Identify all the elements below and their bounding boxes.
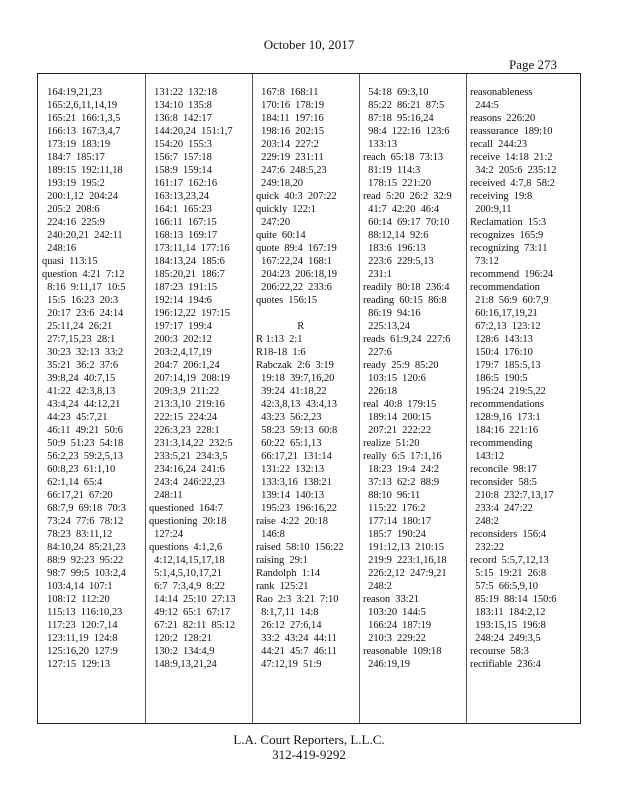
index-entry-line: 4:12,14,15,17,18: [149, 555, 225, 566]
index-entry-line: 98:7 99:5 103:2,4: [42, 568, 126, 579]
index-entry-line: questions 4:1,2,6: [149, 542, 223, 553]
index-entry-line: 43:23 56:2,23: [256, 412, 322, 423]
index-entry-line: 127:15 129:13: [42, 659, 111, 670]
index-entry-line: 47:12,19 51:9: [256, 659, 322, 670]
index-entry-line: 203:14 227:2: [256, 139, 319, 150]
index-entry-line: 54:18 69:3,10: [363, 87, 429, 98]
index-table: [37, 73, 581, 724]
reporter-company: L.A. Court Reporters, L.L.C.: [233, 732, 385, 747]
index-entry-line: 25:11,24 26:21: [42, 321, 113, 332]
index-entry-line: 39:8,24 40:7,15: [42, 373, 116, 384]
index-entry-line: reads 61:9,24 227:6: [363, 334, 451, 345]
index-entry-line: reasons 226:20: [470, 113, 536, 124]
index-entry-line: 158:9 159:14: [149, 165, 212, 176]
index-entry-line: 173:11,14 177:16: [149, 243, 230, 254]
index-entry-line: 167:22,24 168:1: [256, 256, 332, 267]
index-entry-line: 88:12,14 92:6: [363, 230, 429, 241]
index-entry-line: 200:3 202:12: [149, 334, 212, 345]
index-entry-line: question 4:21 7:12: [42, 269, 125, 280]
index-entry-line: 14:14 25:10 27:13: [149, 594, 236, 605]
index-entry-line: 247:20: [256, 217, 291, 228]
index-entry-line: 20:17 23:6 24:14: [42, 308, 124, 319]
index-entry-line: 44:21 45:7 46:11: [256, 646, 337, 657]
index-entry-line: 248:24 249:3,5: [470, 633, 541, 644]
index-entry-line: 85:22 86:21 87:5: [363, 100, 445, 111]
index-entry-line: readily 80:18 236:4: [363, 282, 450, 293]
index-entry-line: reasonableness: [470, 87, 533, 98]
index-entry-line: 164:19,21,23: [42, 87, 102, 98]
index-entry-line: receiving 19:8: [470, 191, 533, 202]
index-entry-line: 210:8 232:7,13,17: [470, 490, 554, 501]
reporter-phone: 312-419-9292: [272, 747, 346, 762]
index-entry-line: realize 51:20: [363, 438, 420, 449]
index-entry-line: 73:24 77:6 78:12: [42, 516, 124, 527]
index-entry-line: reading 60:15 86:8: [363, 295, 447, 306]
index-entry-line: read 5:20 26:2 32:9: [363, 191, 452, 202]
index-entry-line: recommendation: [470, 282, 540, 293]
index-entry-line: 210:3 229:22: [363, 633, 426, 644]
index-entry-line: 154:20 155:3: [149, 139, 212, 150]
index-entry-line: 197:17 199:4: [149, 321, 212, 332]
index-entry-line: 103:4,14 107:1: [42, 581, 113, 592]
index-entry-line: 184:13,24 185:6: [149, 256, 225, 267]
index-entry-line: 50:9 51:23 54:18: [42, 438, 124, 449]
index-entry-line: 177:14 180:17: [363, 516, 432, 527]
index-entry-line: 193:19 195:2: [42, 178, 105, 189]
index-entry-line: 198:16 202:15: [256, 126, 325, 137]
index-entry-line: raise 4:22 20:18: [256, 516, 329, 527]
index-entry-line: 187:23 191:15: [149, 282, 218, 293]
index-entry-line: 226:2,12 247:9,21: [363, 568, 447, 579]
index-entry-line: 42:3,8,13 43:4,13: [256, 399, 337, 410]
index-entry-line: quite 60:14: [256, 230, 306, 241]
index-entry-line: 68:7,9 69:18 70:3: [42, 503, 126, 514]
index-entry-line: 243:4 246:22,23: [149, 477, 225, 488]
index-entry-line: 223:6 229:5,13: [363, 256, 434, 267]
index-entry-line: quick 40:3 207:22: [256, 191, 337, 202]
index-entry-line: reason 33:21: [363, 594, 419, 605]
index-entry-line: 183:11 184:2,12: [470, 607, 546, 618]
index-entry-line: recognizing 73:11: [470, 243, 548, 254]
index-entry-line: 195:24 219:5,22: [470, 386, 546, 397]
index-entry-line: 88:10 96:11: [363, 490, 421, 501]
index-entry-line: 58:23 59:13 60:8: [256, 425, 338, 436]
index-entry-line: recommend 196:24: [470, 269, 554, 280]
index-entry-line: recall 244:23: [470, 139, 528, 150]
index-entry-line: 115:22 176:2: [363, 503, 426, 514]
index-entry-line: 205:2 208:6: [42, 204, 100, 215]
index-entry-line: recognizes 165:9: [470, 230, 544, 241]
index-entry-line: 131:22 132:18: [149, 87, 218, 98]
index-entry-line: 207:14,19 208:19: [149, 373, 231, 384]
index-entry-line: Rao 2:3 3:21 7:10: [256, 594, 339, 605]
index-entry-line: 189:15 192:11,18: [42, 165, 123, 176]
index-entry-line: raised 58:10 156:22: [256, 542, 344, 553]
index-entry-line: 195:23 196:16,22: [256, 503, 338, 514]
index-entry-line: 248:2: [363, 581, 392, 592]
index-entry-line: 130:2 134:4,9: [149, 646, 215, 657]
index-entry-line: 232:22: [470, 542, 505, 553]
column-divider: [359, 74, 360, 723]
index-entry-line: 39:24 41:18,22: [256, 386, 327, 397]
index-entry-line: 125:16,20 127:9: [42, 646, 118, 657]
transcript-date: October 10, 2017: [263, 37, 355, 52]
index-entry-line: 34:2 205:6 235:12: [470, 165, 557, 176]
index-entry-line: 136:8 142:17: [149, 113, 212, 124]
index-entry-line: 88:9 92:23 95:22: [42, 555, 124, 566]
index-entry-line: 226:18: [363, 386, 398, 397]
index-entry-line: 60:22 65:1,13: [256, 438, 322, 449]
index-entry-line: 108:12 112:20: [42, 594, 110, 605]
index-entry-line: 60:8,23 61:1,10: [42, 464, 116, 475]
index-entry-line: 227:6: [363, 347, 392, 358]
index-entry-line: recommendations: [470, 399, 544, 410]
index-entry-line: 84:10,24 85:21,23: [42, 542, 126, 553]
index-entry-line: 185:20,21 186:7: [149, 269, 225, 280]
index-entry-line: 246:19,19: [363, 659, 410, 670]
index-entry-line: 167:8 168:11: [256, 87, 319, 98]
index-entry-line: 204:23 206:18,19: [256, 269, 338, 280]
index-entry-line: 240:20,21 242:11: [42, 230, 123, 241]
index-entry-line: 225:13,24: [363, 321, 410, 332]
index-entry-line: 120:2 128:21: [149, 633, 212, 644]
index-entry-line: 165:21 166:1,3,5: [42, 113, 121, 124]
index-entry-line: 98:4 122:16 123:6: [363, 126, 450, 137]
index-entry-line: reconcile 98:17: [470, 464, 537, 475]
index-entry-line: 144:20,24 151:1,7: [149, 126, 233, 137]
index-entry-line: 37:13 62:2 88:9: [363, 477, 440, 488]
index-entry-line: 168:13 169:17: [149, 230, 218, 241]
index-entry-line: 173:19 183:19: [42, 139, 111, 150]
index-entry-line: 229:19 231:11: [256, 152, 324, 163]
index-entry-line: 200:9,11: [470, 204, 512, 215]
index-column-2: [149, 86, 235, 671]
index-entry-line: 248:16: [42, 243, 77, 254]
index-entry-line: 166:11 167:15: [149, 217, 217, 228]
index-entry-line: 86:19 94:16: [363, 308, 421, 319]
index-entry-line: really 6:5 17:1,16: [363, 451, 442, 462]
index-entry-line: 33:2 43:24 44:11: [256, 633, 337, 644]
index-entry-line: received 4:7,8 58:2: [470, 178, 555, 189]
index-entry-line: 206:22,22 233:6: [256, 282, 332, 293]
index-entry-line: recommending: [470, 438, 533, 449]
index-entry-line: 115:13 116:10,23: [42, 607, 123, 618]
index-entry-line: Randolph 1:14: [256, 568, 321, 579]
index-entry-line: 186:5 190:5: [470, 373, 528, 384]
index-entry-line: 209:3,9 211:22: [149, 386, 220, 397]
index-entry-line: 178:15 221:20: [363, 178, 432, 189]
index-entry-line: 248:2: [470, 516, 499, 527]
index-entry-line: 87:18 95:16,24: [363, 113, 434, 124]
index-entry-line: [256, 307, 344, 320]
index-entry-line: 156:7 157:18: [149, 152, 212, 163]
index-entry-line: 192:14 194:6: [149, 295, 212, 306]
index-entry-line: 226:3,23 228:1: [149, 425, 220, 436]
index-entry-line: 6:7 7:3,4,9 8:22: [149, 581, 226, 592]
index-entry-line: 30:23 32:13 33:2: [42, 347, 124, 358]
index-entry-line: 19:18 39:7,16,20: [256, 373, 335, 384]
index-entry-line: 249:18,20: [256, 178, 303, 189]
index-entry-line: 222:15 224:24: [149, 412, 218, 423]
index-entry-line: 127:24: [149, 529, 184, 540]
index-entry-line: 66:17,21 67:20: [42, 490, 113, 501]
index-entry-line: 148:9,13,21,24: [149, 659, 217, 670]
index-entry-line: 67:2,13 123:12: [470, 321, 541, 332]
index-entry-line: 185:7 190:24: [363, 529, 426, 540]
column-divider: [145, 74, 146, 723]
index-entry-line: 5:15 19:21 26:8: [470, 568, 547, 579]
index-entry-line: 161:17 162:16: [149, 178, 218, 189]
index-entry-line: quasi 113:15: [42, 256, 98, 267]
column-divider: [466, 74, 467, 723]
index-entry-line: reasonable 109:18: [363, 646, 442, 657]
index-entry-line: reconsiders 156:4: [470, 529, 547, 540]
index-entry-line: 244:5: [470, 100, 499, 111]
index-entry-line: quote 89:4 167:19: [256, 243, 337, 254]
index-entry-line: 8:1,7,11 14:8: [256, 607, 319, 618]
index-entry-line: Rabczak 2:6 3:19: [256, 360, 334, 371]
index-entry-line: 41:7 42:20 46:4: [363, 204, 440, 215]
index-entry-line: 213:3,10 219:16: [149, 399, 225, 410]
index-entry-line: 166:13 167:3,4,7: [42, 126, 121, 137]
index-entry-line: 219:9 223:1,16,18: [363, 555, 447, 566]
page-number: Page 273: [509, 57, 558, 72]
index-entry-line: 231:3,14,22 232:5: [149, 438, 233, 449]
index-entry-line: 8:16 9:11,17 10:5: [42, 282, 126, 293]
index-entry-line: 131:22 132:13: [256, 464, 325, 475]
index-entry-line: 224:16 225:9: [42, 217, 105, 228]
index-column-4: [363, 86, 452, 671]
index-entry-line: receive 14:18 21:2: [470, 152, 553, 163]
index-column-1: [42, 86, 126, 671]
index-entry-line: 66:17,21 131:14: [256, 451, 332, 462]
index-entry-line: 203:2,4,17,19: [149, 347, 212, 358]
index-entry-line: record 5:5,7,12,13: [470, 555, 549, 566]
index-entry-line: reassurance 189:10: [470, 126, 553, 137]
index-entry-line: Reclamation 15:3: [470, 217, 547, 228]
index-entry-line: 57:5 66:5,9,10: [470, 581, 538, 592]
index-entry-line: 73:12: [470, 256, 499, 267]
index-entry-line: 233:4 247:22: [470, 503, 533, 514]
index-entry-line: questioning 20:18: [149, 516, 227, 527]
index-entry-line: 133:13: [363, 139, 398, 150]
index-entry-line: 150:4 176:10: [470, 347, 533, 358]
index-entry-line: 117:23 120:7,14: [42, 620, 118, 631]
index-entry-line: 207:21 222:22: [363, 425, 432, 436]
index-entry-line: 27:7,15,23 28:1: [42, 334, 116, 345]
index-column-3: [256, 86, 344, 671]
index-entry-line: 43:4,24 44:12,21: [42, 399, 121, 410]
index-entry-line: reconsider 58:5: [470, 477, 537, 488]
index-entry-line: real 40:8 179:15: [363, 399, 437, 410]
index-entry-line: 26:12 27:6,14: [256, 620, 322, 631]
index-entry-line: R18-18 1:6: [256, 347, 306, 358]
index-entry-line: 49:12 65:1 67:17: [149, 607, 231, 618]
index-entry-line: 44:23 45:7,21: [42, 412, 108, 423]
index-entry-line: 196:12,22 197:15: [149, 308, 231, 319]
index-entry-line: 204:7 206:1,24: [149, 360, 220, 371]
index-entry-line: 166:24 187:19: [363, 620, 432, 631]
index-entry-line: 60:16,17,19,21: [470, 308, 538, 319]
index-entry-line: 67:21 82:11 85:12: [149, 620, 236, 631]
index-entry-line: 134:10 135:8: [149, 100, 212, 111]
index-entry-line: 103:20 144:5: [363, 607, 426, 618]
index-entry-line: R: [256, 321, 305, 332]
index-entry-line: 189:14 200:15: [363, 412, 432, 423]
index-entry-line: reach 65:18 73:13: [363, 152, 444, 163]
index-entry-line: 21:8 56:9 60:7,9: [470, 295, 549, 306]
index-entry-line: 200:1,12 204:24: [42, 191, 118, 202]
index-entry-line: 163:13,23,24: [149, 191, 209, 202]
index-entry-line: 179:7 185:5,13: [470, 360, 541, 371]
index-entry-line: recourse 58:3: [470, 646, 529, 657]
index-entry-line: 193:15,15 196:8: [470, 620, 546, 631]
index-entry-line: 183:6 196:13: [363, 243, 426, 254]
index-entry-line: 41:22 42:3,8,13: [42, 386, 116, 397]
index-entry-line: 128:9,16 173:1: [470, 412, 541, 423]
index-entry-line: 85:19 88:14 150:6: [470, 594, 557, 605]
index-entry-line: 56:2,23 59:2,5,13: [42, 451, 123, 462]
index-entry-line: 15:5 16:23 20:3: [42, 295, 119, 306]
index-entry-line: 184:16 221:16: [470, 425, 539, 436]
index-entry-line: rectifiable 236:4: [470, 659, 541, 670]
index-entry-line: 231:1: [363, 269, 392, 280]
index-entry-line: 234:16,24 241:6: [149, 464, 225, 475]
index-entry-line: 248:11: [149, 490, 183, 501]
index-entry-line: questioned 164:7: [149, 503, 223, 514]
index-entry-line: quickly 122:1: [256, 204, 316, 215]
index-column-5: [470, 86, 556, 671]
index-entry-line: 139:14 140:13: [256, 490, 325, 501]
index-entry-line: 165:2,6,11,14,19: [42, 100, 118, 111]
index-entry-line: 81:19 114:3: [363, 165, 421, 176]
index-entry-line: 133:3,16 138:21: [256, 477, 332, 488]
index-entry-line: 247:6 248:5,23: [256, 165, 327, 176]
index-entry-line: 164:1 165:23: [149, 204, 212, 215]
index-entry-line: 184:11 197:16: [256, 113, 324, 124]
index-entry-line: R 1:13 2:1: [256, 334, 303, 345]
index-entry-line: 143:12: [470, 451, 505, 462]
index-entry-line: 46:11 49:21 50:6: [42, 425, 123, 436]
index-entry-line: 35:21 36:2 37:6: [42, 360, 119, 371]
index-entry-line: rank 125:21: [256, 581, 309, 592]
index-entry-line: 191:12,13 210:15: [363, 542, 445, 553]
index-entry-line: 60:14 69:17 70:10: [363, 217, 450, 228]
index-entry-line: 62:1,14 65:4: [42, 477, 103, 488]
index-entry-line: 170:16 178:19: [256, 100, 325, 111]
index-entry-line: raising 29:1: [256, 555, 308, 566]
index-entry-line: 128:6 143:13: [470, 334, 533, 345]
index-entry-line: 146:8: [256, 529, 285, 540]
index-entry-line: 5:1,4,5,10,17,21: [149, 568, 222, 579]
index-entry-line: 18:23 19:4 24:2: [363, 464, 440, 475]
index-entry-line: 184:7 185:17: [42, 152, 105, 163]
index-entry-line: 103:15 120:6: [363, 373, 426, 384]
index-entry-line: 233:5,21 234:3,5: [149, 451, 228, 462]
index-entry-line: 78:23 83:11,12: [42, 529, 113, 540]
column-divider: [252, 74, 253, 723]
index-entry-line: ready 25:9 85:20: [363, 360, 439, 371]
index-entry-line: 123:11,19 124:8: [42, 633, 118, 644]
index-entry-line: quotes 156:15: [256, 295, 318, 306]
